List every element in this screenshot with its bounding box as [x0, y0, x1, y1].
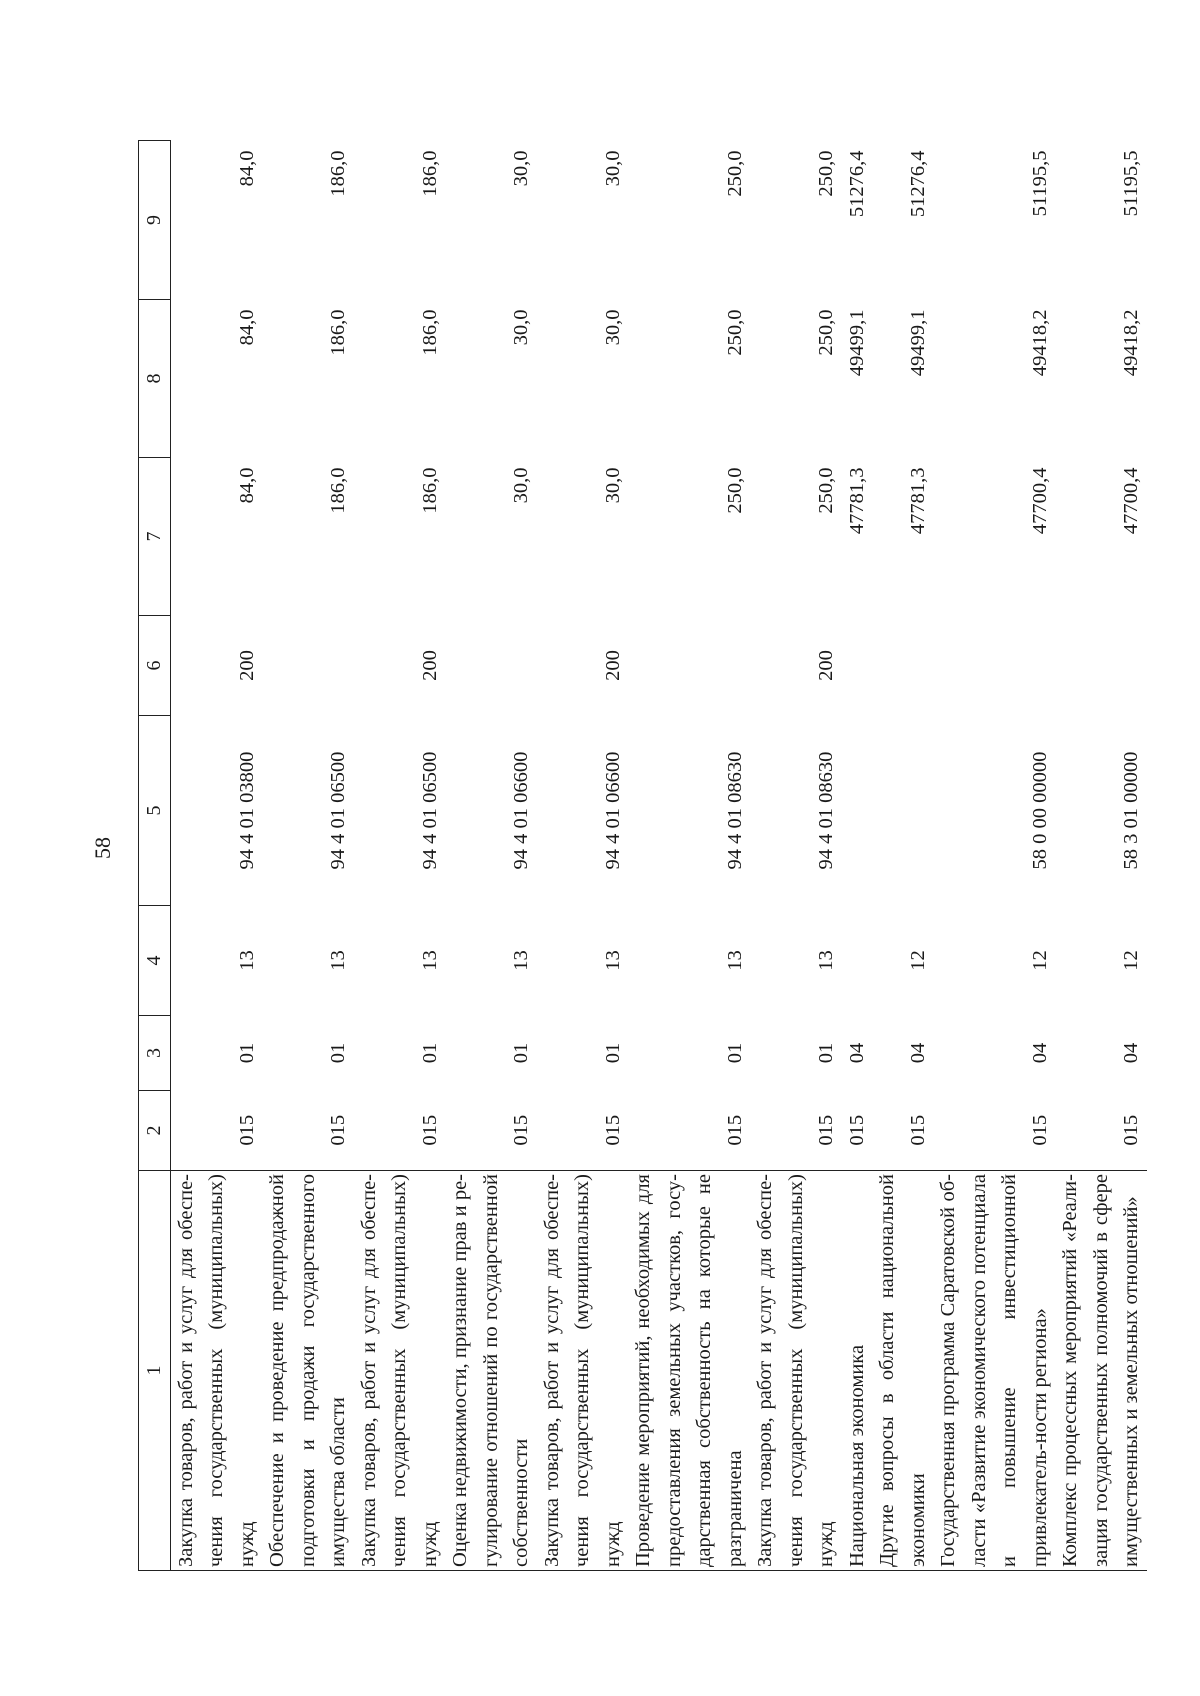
- amount-cell: 30,0: [510, 467, 532, 504]
- code-cell: 015: [750, 1091, 842, 1171]
- code-cell: 01: [601, 1042, 624, 1064]
- code-cell: 015: [872, 1091, 933, 1171]
- amount-cell: 49418,2: [1120, 309, 1142, 377]
- amount-cell: 47700,4: [1120, 467, 1142, 535]
- code-cell: [628, 616, 750, 716]
- amount-cell: 51195,5: [1120, 150, 1142, 217]
- code-cell: 13: [601, 950, 624, 971]
- row-name: Комплекс процессных мероприятий «Реали-зация государственных полномочий в сфере имущественных и земельных отношений»: [1055, 1171, 1147, 1571]
- amount-cell: 49499,1: [845, 309, 868, 377]
- code-cell: 01: [235, 1042, 258, 1064]
- code-cell: 94 4 01 03800: [235, 751, 258, 870]
- code-cell: 13: [418, 950, 441, 971]
- table-row: [354, 141, 446, 1571]
- amount-cell: 84,0: [235, 467, 258, 504]
- amount-cell: 186,0: [327, 150, 349, 197]
- code-cell: 200: [815, 650, 837, 681]
- code-cell: 200: [418, 650, 441, 681]
- amount-cell: 186,0: [327, 309, 349, 356]
- code-cell: 13: [723, 950, 746, 971]
- code-cell: [445, 616, 537, 716]
- code-cell: 04: [1028, 1042, 1051, 1064]
- amount-cell: 250,0: [815, 467, 837, 514]
- code-cell: 58 0 00 00000: [1028, 751, 1051, 870]
- amount-cell: 250,0: [723, 467, 746, 514]
- column-header: 8: [139, 300, 171, 458]
- code-cell: 94 4 01 06600: [601, 751, 624, 870]
- amount-cell: 84,0: [235, 150, 258, 187]
- row-name: Обеспечение и проведение предпродажной подготовки и продажи государственного имущества области: [262, 1171, 354, 1571]
- amount-cell: 30,0: [510, 150, 532, 187]
- table-row: [445, 141, 537, 1571]
- code-cell: 13: [815, 950, 837, 971]
- code-cell: [933, 616, 1055, 716]
- amount-cell: 250,0: [815, 309, 837, 356]
- amount-cell: 30,0: [510, 309, 532, 346]
- row-name: Другие вопросы в области национальной экономики: [872, 1171, 933, 1571]
- code-cell: 12: [906, 950, 929, 971]
- amount-cell: 186,0: [418, 467, 441, 514]
- amount-cell: 84,0: [235, 309, 258, 346]
- table-row: [262, 141, 354, 1571]
- code-cell: 94 4 01 06500: [327, 751, 349, 870]
- amount-cell: 186,0: [418, 309, 441, 356]
- amount-cell: 250,0: [723, 309, 746, 356]
- code-cell: 01: [723, 1042, 746, 1064]
- code-cell: 015: [628, 1091, 750, 1171]
- code-cell: 01: [510, 1042, 532, 1064]
- header-row: [139, 141, 171, 1571]
- code-cell: 58 3 01 00000: [1120, 751, 1142, 870]
- code-cell: 94 4 01 08630: [723, 751, 746, 870]
- table-row: [842, 141, 873, 1571]
- code-cell: 04: [845, 1042, 868, 1064]
- table-row: [537, 141, 629, 1571]
- code-cell: 015: [170, 1091, 262, 1171]
- column-header: 9: [139, 141, 171, 300]
- row-name: Государственная программа Саратовской об-ласти «Развитие экономического потенциала и повышение инвестиционной привлекатель-ности региона»: [933, 1171, 1055, 1571]
- row-name: Закупка товаров, работ и услуг для обеспе-чения государственных (муниципальных) нужд: [170, 1171, 262, 1571]
- amount-cell: 30,0: [601, 309, 624, 346]
- code-cell: [262, 616, 354, 716]
- row-name: Закупка товаров, работ и услуг для обеспе-чения государственных (муниципальных) нужд: [537, 1171, 629, 1571]
- amount-cell: 186,0: [418, 150, 441, 197]
- row-name: Проведение мероприятий, необходимых для предоставления земельных участков, госу-дарственная собственность на которые не разграничена: [628, 1171, 750, 1571]
- amount-cell: 51276,4: [845, 150, 868, 218]
- budget-table: [138, 140, 1147, 1571]
- amount-cell: 30,0: [601, 150, 624, 187]
- code-cell: 01: [418, 1042, 441, 1064]
- amount-cell: 49499,1: [906, 309, 929, 377]
- code-cell: 12: [1028, 950, 1051, 971]
- column-header: 1: [139, 1171, 171, 1571]
- amount-cell: 51195,5: [1028, 150, 1051, 217]
- code-cell: 13: [327, 950, 349, 971]
- column-header: 2: [139, 1091, 171, 1171]
- amount-cell: 49418,2: [1028, 309, 1051, 377]
- amount-cell: 47781,3: [906, 467, 929, 535]
- amount-cell: 250,0: [723, 150, 746, 197]
- amount-cell: 250,0: [815, 150, 837, 197]
- table-row: [933, 141, 1055, 1571]
- column-header: 4: [139, 906, 171, 1016]
- code-cell: [1055, 616, 1147, 716]
- amount-cell: 186,0: [327, 467, 349, 514]
- page-number: 58: [90, 837, 115, 859]
- code-cell: 13: [510, 950, 532, 971]
- code-cell: 200: [601, 650, 624, 681]
- amount-cell: 47781,3: [845, 467, 868, 535]
- column-header: 3: [139, 1016, 171, 1091]
- code-cell: 12: [1120, 950, 1142, 971]
- table-body: [170, 141, 1147, 1571]
- code-cell: 015: [842, 1091, 873, 1171]
- code-cell: 01: [327, 1042, 349, 1064]
- code-cell: 200: [235, 650, 258, 681]
- column-header: 7: [139, 458, 171, 616]
- code-cell: [842, 906, 873, 1016]
- table-row: [750, 141, 842, 1571]
- code-cell: 015: [1055, 1091, 1147, 1171]
- code-cell: 04: [1120, 1042, 1142, 1064]
- table-row: [170, 141, 262, 1571]
- code-cell: [842, 716, 873, 906]
- row-name: Оценка недвижимости, признание прав и ре-гулирование отношений по государственной собственности: [445, 1171, 537, 1571]
- code-cell: 01: [815, 1042, 837, 1064]
- code-cell: 94 4 01 06500: [418, 751, 441, 870]
- code-cell: [872, 616, 933, 716]
- code-cell: 94 4 01 06600: [510, 751, 532, 870]
- column-header: 5: [139, 716, 171, 906]
- table-row: [1055, 141, 1147, 1571]
- code-cell: [842, 616, 873, 716]
- code-cell: 015: [262, 1091, 354, 1171]
- code-cell: 13: [235, 950, 258, 971]
- amount-cell: 51276,4: [906, 150, 929, 218]
- code-cell: 015: [933, 1091, 1055, 1171]
- amount-cell: 47700,4: [1028, 467, 1051, 535]
- row-name: Закупка товаров, работ и услуг для обеспе-чения государственных (муниципальных) нужд: [354, 1171, 446, 1571]
- code-cell: 015: [354, 1091, 446, 1171]
- row-name: Закупка товаров, работ и услуг для обеспе-чения государственных (муниципальных) нужд: [750, 1171, 842, 1571]
- column-header: 6: [139, 616, 171, 716]
- row-name: Национальная экономика: [842, 1171, 873, 1571]
- code-cell: 04: [906, 1042, 929, 1064]
- code-cell: 94 4 01 08630: [815, 751, 837, 870]
- code-cell: 015: [537, 1091, 629, 1171]
- code-cell: [872, 716, 933, 906]
- code-cell: 015: [445, 1091, 537, 1171]
- amount-cell: 30,0: [601, 467, 624, 504]
- table-row: [628, 141, 750, 1571]
- table-row: [872, 141, 933, 1571]
